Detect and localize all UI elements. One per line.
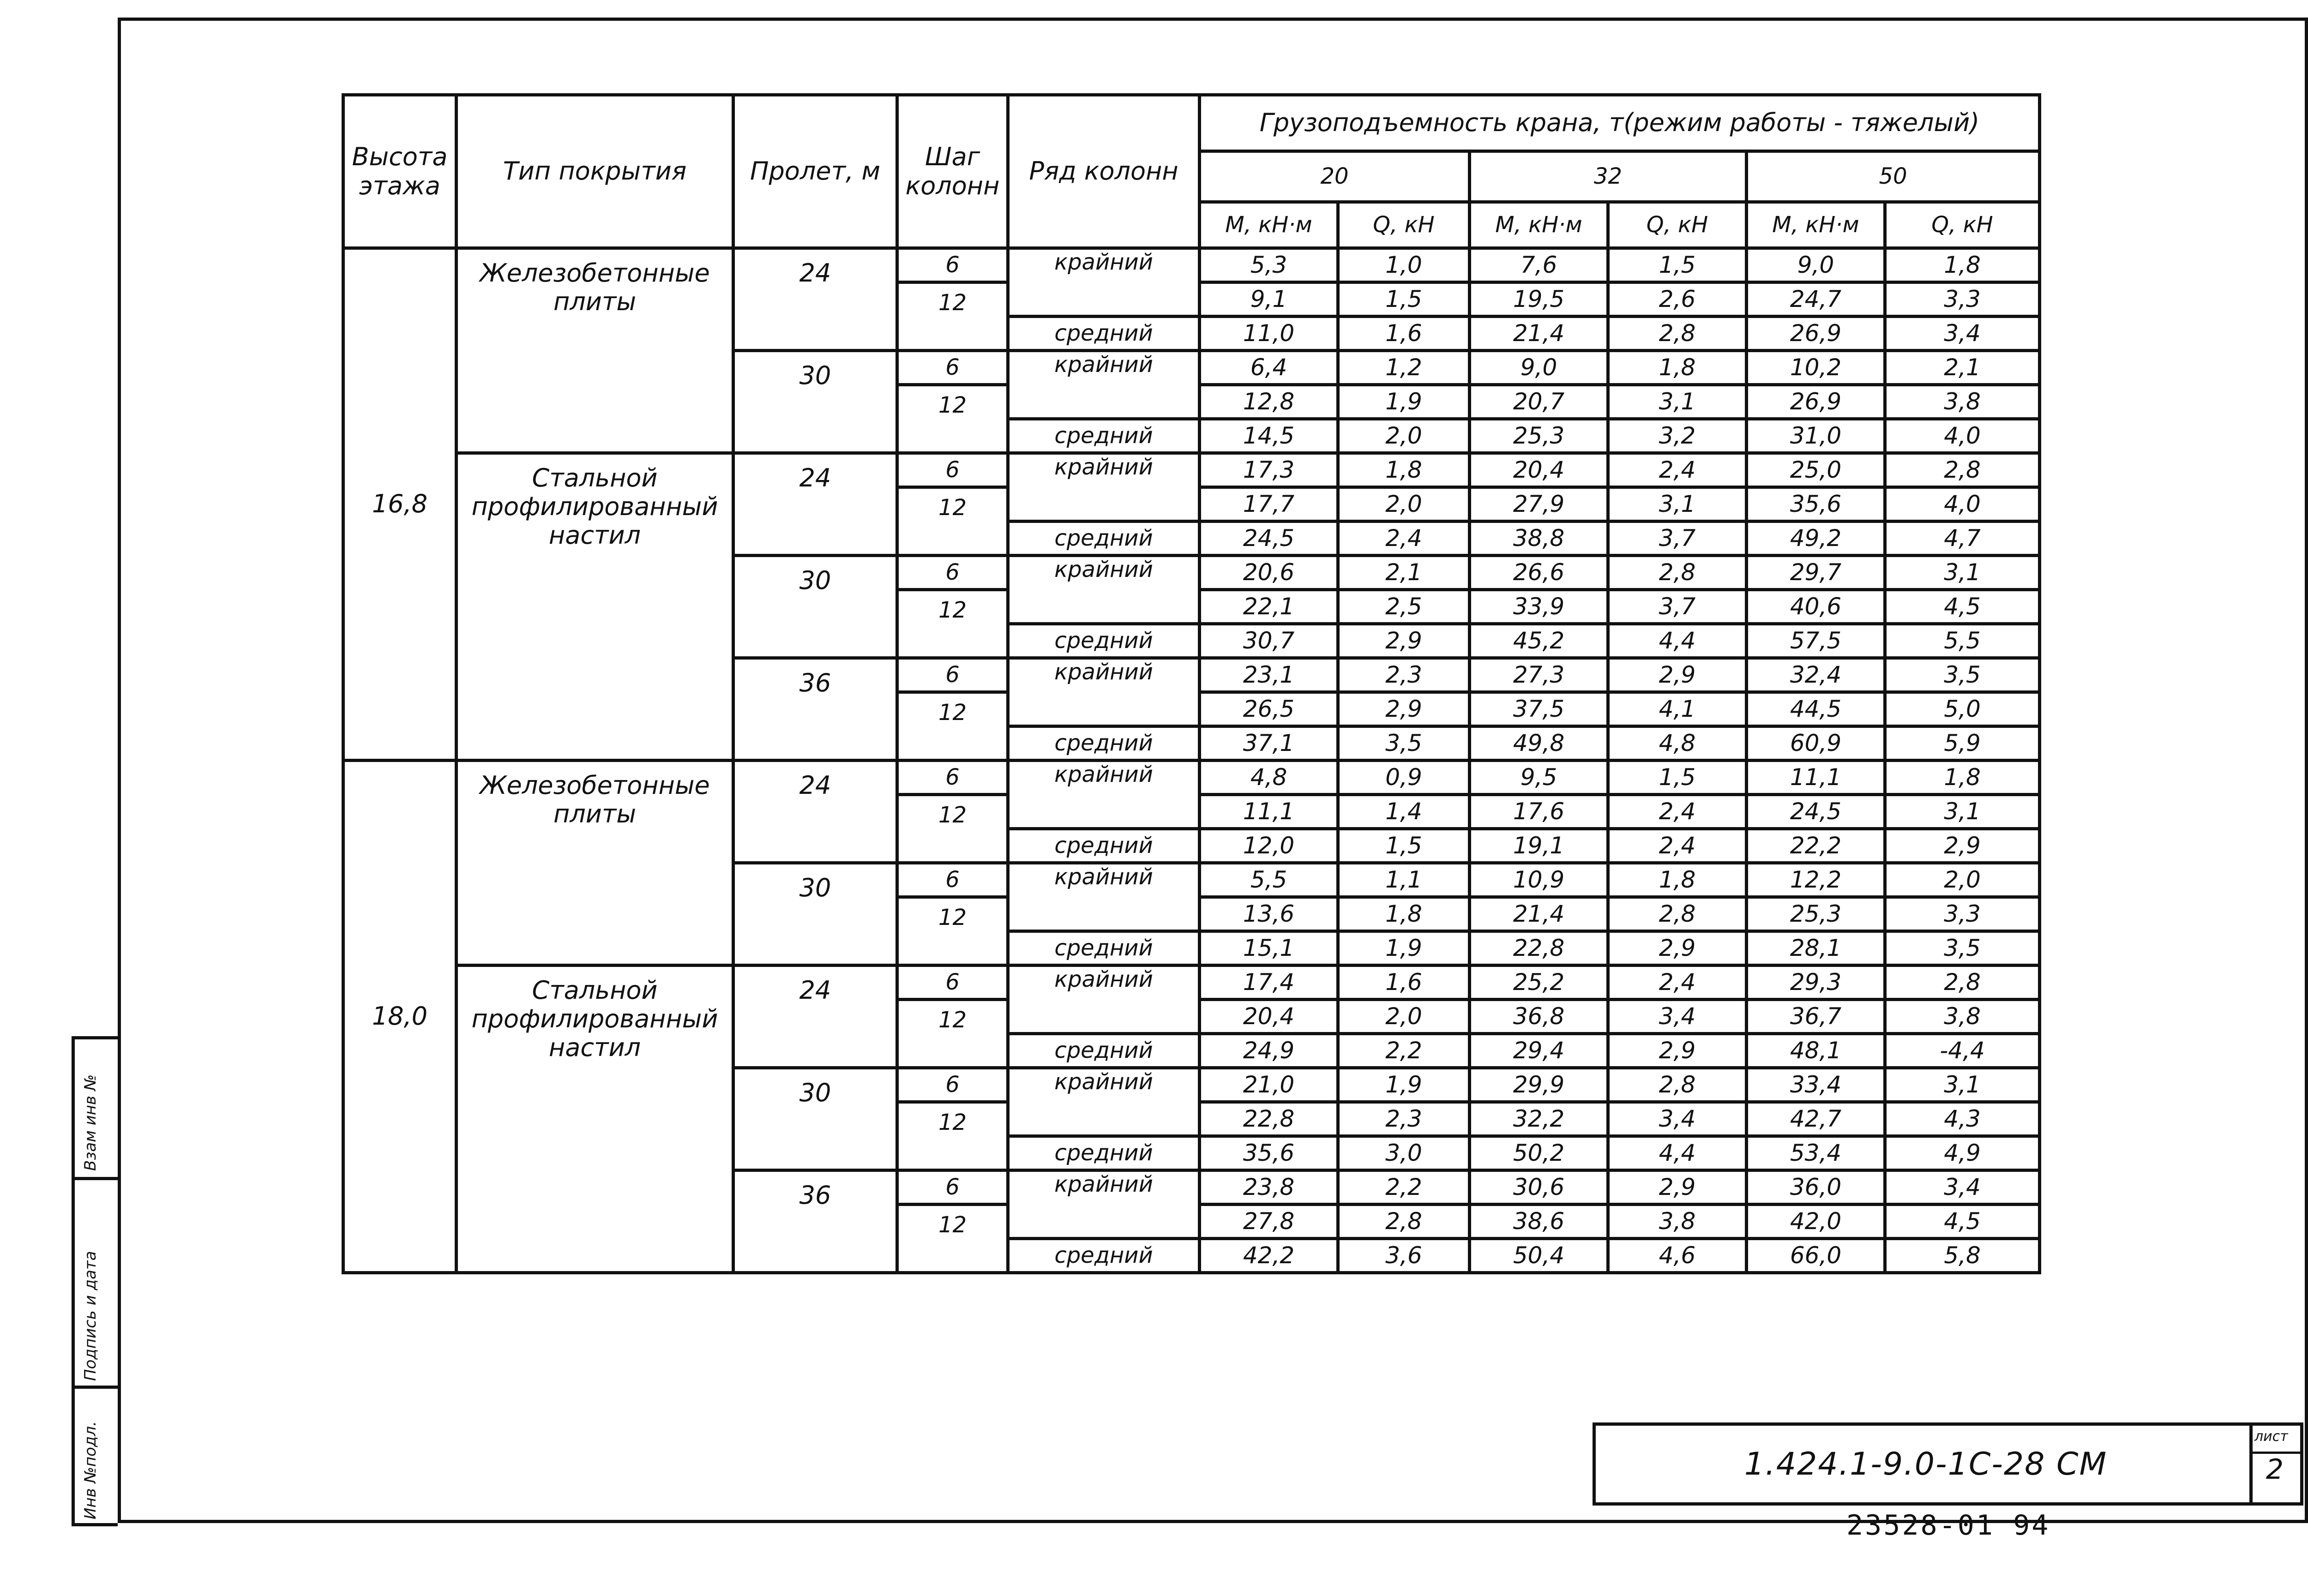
cover-type: Железобетонные плиты (457, 761, 733, 966)
moment-value: 17,6 (1470, 795, 1608, 829)
step-12: 12 (897, 692, 1008, 761)
step-6: 6 (897, 761, 1008, 795)
step-12: 12 (897, 1205, 1008, 1273)
row-middle: средний (1008, 522, 1200, 556)
row-header: Ряд колонн (1008, 95, 1200, 248)
moment-value: 9,0 (1470, 351, 1608, 385)
moment-value: 26,9 (1747, 317, 1885, 351)
moment-value: 50,2 (1470, 1136, 1608, 1170)
moment-value: 37,5 (1470, 692, 1608, 726)
force-value: 3,5 (1885, 931, 2040, 966)
moment-value: 10,2 (1747, 351, 1885, 385)
step-6: 6 (897, 966, 1008, 1000)
step-header: Шаг колонн (897, 95, 1008, 248)
force-value: 2,4 (1608, 966, 1747, 1000)
force-value: 1,0 (1338, 248, 1470, 282)
title-block (1593, 1422, 2303, 1506)
moment-value: 17,3 (1200, 453, 1338, 487)
row-extreme: крайний (1008, 658, 1200, 726)
moment-value: 20,4 (1200, 1000, 1338, 1034)
moment-value: 33,9 (1470, 590, 1608, 624)
inventory-number: 23528-01 94 (1846, 1509, 2050, 1542)
moment-value: 5,3 (1200, 248, 1338, 282)
moment-value: 36,0 (1747, 1170, 1885, 1205)
moment-value: 36,7 (1747, 1000, 1885, 1034)
force-value: 3,1 (1608, 385, 1747, 419)
force-value: 4,0 (1885, 419, 2040, 453)
row-extreme: крайний (1008, 351, 1200, 419)
moment-value: 24,9 (1200, 1034, 1338, 1068)
m-header: М, кН·м (1200, 202, 1338, 248)
moment-value: 11,1 (1200, 795, 1338, 829)
step-12: 12 (897, 487, 1008, 556)
moment-value: 26,5 (1200, 692, 1338, 726)
moment-value: 29,9 (1470, 1068, 1608, 1102)
row-middle: средний (1008, 726, 1200, 761)
force-value: 1,5 (1608, 248, 1747, 282)
force-value: 3,8 (1885, 1000, 2040, 1034)
span-value: 30 (733, 1068, 897, 1170)
span-value: 30 (733, 556, 897, 658)
moment-value: 24,7 (1747, 282, 1885, 317)
moment-value: 20,7 (1470, 385, 1608, 419)
force-value: 2,2 (1338, 1034, 1470, 1068)
moment-value: 22,8 (1200, 1102, 1338, 1136)
force-value: 2,1 (1885, 351, 2040, 385)
load-table (342, 93, 2041, 1274)
force-value: 3,7 (1608, 522, 1747, 556)
force-value: 2,8 (1608, 1068, 1747, 1102)
side-sign-label: Подпись и дата (81, 1251, 100, 1381)
drawing-code: 1.424.1-9.0-1С-28 СМ (1744, 1446, 2108, 1482)
moment-value: 27,3 (1470, 658, 1608, 692)
moment-value: 33,4 (1747, 1068, 1885, 1102)
moment-value: 35,6 (1200, 1136, 1338, 1170)
step-6: 6 (897, 1068, 1008, 1102)
row-middle: средний (1008, 317, 1200, 351)
moment-value: 38,6 (1470, 1205, 1608, 1239)
force-value: 2,9 (1338, 624, 1470, 658)
row-extreme: крайний (1008, 453, 1200, 522)
force-value: 3,5 (1338, 726, 1470, 761)
force-value: 3,0 (1338, 1136, 1470, 1170)
sheet-box (2249, 1426, 2300, 1502)
capacity-32: 32 (1470, 151, 1747, 202)
moment-value: 12,2 (1747, 863, 1885, 897)
moment-value: 42,7 (1747, 1102, 1885, 1136)
force-value: 3,6 (1338, 1239, 1470, 1273)
force-value: 0,9 (1338, 761, 1470, 795)
force-value: 2,8 (1608, 317, 1747, 351)
span-header: Пролет, м (733, 95, 897, 248)
floor-height: 16,8 (343, 248, 457, 761)
moment-value: 22,8 (1470, 931, 1608, 966)
force-value: 2,4 (1608, 795, 1747, 829)
floor-height: 18,0 (343, 761, 457, 1273)
moment-value: 4,8 (1200, 761, 1338, 795)
span-value: 36 (733, 658, 897, 761)
step-6: 6 (897, 863, 1008, 897)
cover-type: Стальной профилированный настил (457, 966, 733, 1273)
moment-value: 12,0 (1200, 829, 1338, 863)
moment-value: 29,4 (1470, 1034, 1608, 1068)
step-12: 12 (897, 282, 1008, 351)
moment-value: 23,8 (1200, 1170, 1338, 1205)
force-value: 2,4 (1608, 829, 1747, 863)
span-value: 30 (733, 351, 897, 453)
row-extreme: крайний (1008, 1068, 1200, 1136)
force-value: 1,8 (1885, 248, 2040, 282)
force-value: 2,9 (1608, 658, 1747, 692)
capacity-header: Грузоподъемность крана, т(режим работы - тяжелый) (1200, 95, 2040, 151)
moment-value: 21,4 (1470, 317, 1608, 351)
moment-value: 36,8 (1470, 1000, 1608, 1034)
force-value: 4,8 (1608, 726, 1747, 761)
moment-value: 20,6 (1200, 556, 1338, 590)
moment-value: 24,5 (1200, 522, 1338, 556)
step-6: 6 (897, 351, 1008, 385)
force-value: 3,5 (1885, 658, 2040, 692)
force-value: 2,8 (1885, 453, 2040, 487)
moment-value: 25,3 (1747, 897, 1885, 931)
moment-value: 9,5 (1470, 761, 1608, 795)
force-value: 1,8 (1608, 351, 1747, 385)
step-6: 6 (897, 248, 1008, 282)
side-replace-label: Взам инв № (81, 1074, 100, 1171)
height-header: Высота этажа (343, 95, 457, 248)
moment-value: 49,8 (1470, 726, 1608, 761)
moment-value: 24,5 (1747, 795, 1885, 829)
force-value: 3,1 (1885, 556, 2040, 590)
force-value: 1,9 (1338, 931, 1470, 966)
span-value: 30 (733, 863, 897, 966)
force-value: 3,1 (1608, 487, 1747, 522)
moment-value: 26,9 (1747, 385, 1885, 419)
force-value: 3,3 (1885, 897, 2040, 931)
moment-value: 5,5 (1200, 863, 1338, 897)
moment-value: 25,0 (1747, 453, 1885, 487)
step-12: 12 (897, 1000, 1008, 1068)
moment-value: 12,8 (1200, 385, 1338, 419)
force-value: 1,9 (1338, 385, 1470, 419)
row-middle: средний (1008, 419, 1200, 453)
moment-value: 22,1 (1200, 590, 1338, 624)
moment-value: 44,5 (1747, 692, 1885, 726)
row-middle: средний (1008, 1034, 1200, 1068)
row-extreme: крайний (1008, 966, 1200, 1034)
force-value: 1,6 (1338, 966, 1470, 1000)
force-value: 4,3 (1885, 1102, 2040, 1136)
row-extreme: крайний (1008, 1170, 1200, 1239)
moment-value: 32,2 (1470, 1102, 1608, 1136)
capacity-20: 20 (1200, 151, 1470, 202)
moment-value: 42,2 (1200, 1239, 1338, 1273)
force-value: 1,5 (1338, 829, 1470, 863)
force-value: 3,4 (1885, 1170, 2040, 1205)
moment-value: 48,1 (1747, 1034, 1885, 1068)
force-value: 1,5 (1338, 282, 1470, 317)
force-value: 2,9 (1608, 1034, 1747, 1068)
moment-value: 40,6 (1747, 590, 1885, 624)
force-value: 1,2 (1338, 351, 1470, 385)
moment-value: 25,2 (1470, 966, 1608, 1000)
row-extreme: крайний (1008, 556, 1200, 624)
row-middle: средний (1008, 829, 1200, 863)
moment-value: 66,0 (1747, 1239, 1885, 1273)
force-value: 4,9 (1885, 1136, 2040, 1170)
force-value: 3,4 (1608, 1000, 1747, 1034)
force-value: 3,3 (1885, 282, 2040, 317)
force-value: -4,4 (1885, 1034, 2040, 1068)
moment-value: 38,8 (1470, 522, 1608, 556)
force-value: 3,7 (1608, 590, 1747, 624)
side-inv-label: Инв №подл. (81, 1421, 100, 1519)
m-header: М, кН·м (1470, 202, 1608, 248)
moment-value: 14,5 (1200, 419, 1338, 453)
force-value: 3,1 (1885, 1068, 2040, 1102)
moment-value: 27,9 (1470, 487, 1608, 522)
force-value: 1,8 (1608, 863, 1747, 897)
sheet-number: 2 (2266, 1453, 2284, 1486)
moment-value: 57,5 (1747, 624, 1885, 658)
cover-type: Железобетонные плиты (457, 248, 733, 453)
force-value: 2,4 (1608, 453, 1747, 487)
q-header: Q, кН (1338, 202, 1470, 248)
force-value: 1,5 (1608, 761, 1747, 795)
moment-value: 30,7 (1200, 624, 1338, 658)
step-12: 12 (897, 795, 1008, 863)
moment-value: 11,1 (1747, 761, 1885, 795)
row-middle: средний (1008, 931, 1200, 966)
moment-value: 30,6 (1470, 1170, 1608, 1205)
force-value: 2,0 (1338, 419, 1470, 453)
moment-value: 49,2 (1747, 522, 1885, 556)
force-value: 1,8 (1885, 761, 2040, 795)
moment-value: 10,9 (1470, 863, 1608, 897)
moment-value: 20,4 (1470, 453, 1608, 487)
force-value: 2,9 (1608, 1170, 1747, 1205)
force-value: 3,2 (1608, 419, 1747, 453)
force-value: 4,5 (1885, 590, 2040, 624)
moment-value: 19,1 (1470, 829, 1608, 863)
force-value: 4,0 (1885, 487, 2040, 522)
moment-value: 28,1 (1747, 931, 1885, 966)
force-value: 2,3 (1338, 658, 1470, 692)
row-extreme: крайний (1008, 863, 1200, 931)
force-value: 3,1 (1885, 795, 2040, 829)
force-value: 5,9 (1885, 726, 2040, 761)
moment-value: 25,3 (1470, 419, 1608, 453)
force-value: 1,1 (1338, 863, 1470, 897)
moment-value: 6,4 (1200, 351, 1338, 385)
force-value: 5,0 (1885, 692, 2040, 726)
cover-header: Тип покрытия (457, 95, 733, 248)
span-value: 24 (733, 248, 897, 351)
moment-value: 29,3 (1747, 966, 1885, 1000)
step-12: 12 (897, 385, 1008, 453)
span-value: 24 (733, 966, 897, 1068)
step-6: 6 (897, 556, 1008, 590)
moment-value: 35,6 (1747, 487, 1885, 522)
force-value: 1,9 (1338, 1068, 1470, 1102)
force-value: 4,6 (1608, 1239, 1747, 1273)
force-value: 2,9 (1608, 931, 1747, 966)
moment-value: 9,0 (1747, 248, 1885, 282)
force-value: 3,4 (1608, 1102, 1747, 1136)
moment-value: 17,7 (1200, 487, 1338, 522)
force-value: 1,8 (1338, 897, 1470, 931)
sheet-label: лист (2254, 1428, 2288, 1445)
force-value: 2,4 (1338, 522, 1470, 556)
q-header: Q, кН (1885, 202, 2040, 248)
force-value: 5,8 (1885, 1239, 2040, 1273)
moment-value: 53,4 (1747, 1136, 1885, 1170)
m-header: М, кН·м (1747, 202, 1885, 248)
row-middle: средний (1008, 1136, 1200, 1170)
cover-type: Стальной профилированный настил (457, 453, 733, 761)
moment-value: 37,1 (1200, 726, 1338, 761)
step-6: 6 (897, 453, 1008, 487)
moment-value: 31,0 (1747, 419, 1885, 453)
moment-value: 29,7 (1747, 556, 1885, 590)
force-value: 1,8 (1338, 453, 1470, 487)
moment-value: 50,4 (1470, 1239, 1608, 1273)
force-value: 3,8 (1885, 385, 2040, 419)
force-value: 4,4 (1608, 1136, 1747, 1170)
moment-value: 13,6 (1200, 897, 1338, 931)
force-value: 1,4 (1338, 795, 1470, 829)
force-value: 4,1 (1608, 692, 1747, 726)
row-extreme: крайний (1008, 248, 1200, 317)
moment-value: 9,1 (1200, 282, 1338, 317)
force-value: 5,5 (1885, 624, 2040, 658)
capacity-50: 50 (1747, 151, 2040, 202)
moment-value: 19,5 (1470, 282, 1608, 317)
force-value: 2,8 (1608, 897, 1747, 931)
force-value: 4,7 (1885, 522, 2040, 556)
row-extreme: крайний (1008, 761, 1200, 829)
force-value: 2,6 (1608, 282, 1747, 317)
row-middle: средний (1008, 1239, 1200, 1273)
force-value: 1,6 (1338, 317, 1470, 351)
moment-value: 27,8 (1200, 1205, 1338, 1239)
force-value: 4,5 (1885, 1205, 2040, 1239)
force-value: 2,1 (1338, 556, 1470, 590)
moment-value: 26,6 (1470, 556, 1608, 590)
force-value: 2,2 (1338, 1170, 1470, 1205)
force-value: 2,8 (1885, 966, 2040, 1000)
moment-value: 7,6 (1470, 248, 1608, 282)
step-12: 12 (897, 897, 1008, 966)
moment-value: 23,1 (1200, 658, 1338, 692)
force-value: 2,8 (1608, 556, 1747, 590)
step-12: 12 (897, 590, 1008, 658)
step-6: 6 (897, 658, 1008, 692)
q-header: Q, кН (1608, 202, 1747, 248)
force-value: 2,9 (1885, 829, 2040, 863)
step-12: 12 (897, 1102, 1008, 1170)
moment-value: 60,9 (1747, 726, 1885, 761)
moment-value: 11,0 (1200, 317, 1338, 351)
moment-value: 22,2 (1747, 829, 1885, 863)
force-value: 3,8 (1608, 1205, 1747, 1239)
force-value: 2,9 (1338, 692, 1470, 726)
row-middle: средний (1008, 624, 1200, 658)
force-value: 2,8 (1338, 1205, 1470, 1239)
force-value: 2,0 (1338, 487, 1470, 522)
span-value: 24 (733, 761, 897, 863)
force-value: 2,0 (1338, 1000, 1470, 1034)
moment-value: 42,0 (1747, 1205, 1885, 1239)
moment-value: 21,4 (1470, 897, 1608, 931)
span-value: 24 (733, 453, 897, 556)
force-value: 4,4 (1608, 624, 1747, 658)
force-value: 2,0 (1885, 863, 2040, 897)
moment-value: 15,1 (1200, 931, 1338, 966)
moment-value: 21,0 (1200, 1068, 1338, 1102)
moment-value: 32,4 (1747, 658, 1885, 692)
force-value: 2,3 (1338, 1102, 1470, 1136)
side-stamp (72, 1036, 118, 1526)
force-value: 2,5 (1338, 590, 1470, 624)
step-6: 6 (897, 1170, 1008, 1205)
moment-value: 45,2 (1470, 624, 1608, 658)
span-value: 36 (733, 1170, 897, 1273)
moment-value: 17,4 (1200, 966, 1338, 1000)
force-value: 3,4 (1885, 317, 2040, 351)
